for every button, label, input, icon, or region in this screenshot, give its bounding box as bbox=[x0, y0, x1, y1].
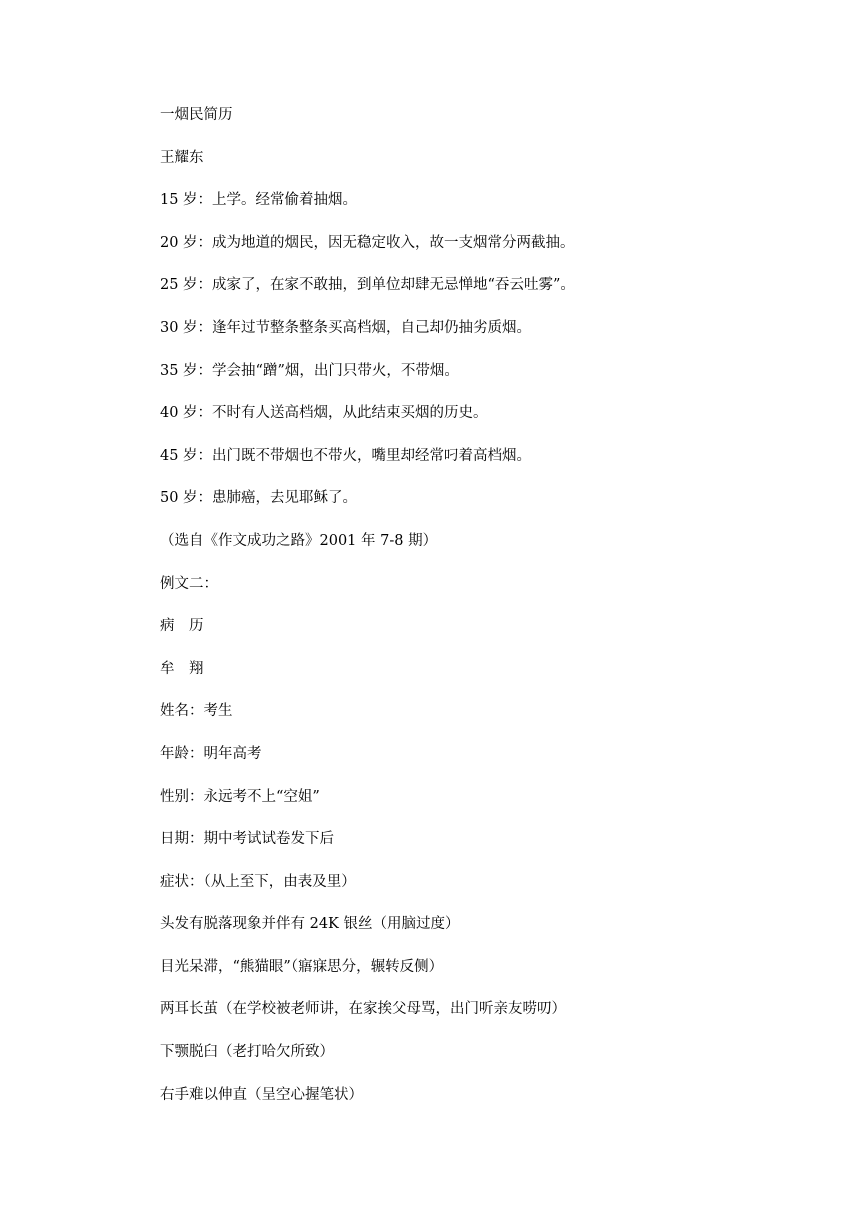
source-citation: （选自《作文成功之路》2001 年 7-8 期） bbox=[160, 532, 438, 549]
timeline-entry-35: 35 岁：学会抽“蹭”烟，出门只带火，不带烟。 bbox=[160, 362, 459, 379]
timeline-entry-20: 20 岁：成为地道的烟民，因无稳定收入，故一支烟常分两截抽。 bbox=[160, 234, 575, 251]
essay-title-2: 病 历 bbox=[160, 618, 204, 635]
author-name: 王耀东 bbox=[160, 149, 204, 166]
record-name: 姓名：考生 bbox=[160, 703, 233, 720]
essay-title: 一烟民简历 bbox=[160, 107, 233, 123]
symptom-ears: 两耳长茧（在学校被老师讲，在家挨父母骂，出门听亲友唠叨） bbox=[160, 1001, 566, 1018]
author-name-2: 牟 翔 bbox=[160, 660, 204, 677]
timeline-entry-25: 25 岁：成家了，在家不敢抽，到单位却肆无忌惮地“吞云吐雾”。 bbox=[160, 277, 575, 294]
record-gender: 性别：永远考不上“空姐” bbox=[160, 788, 320, 805]
record-age: 年龄：明年高考 bbox=[160, 745, 262, 762]
example-heading: 例文二： bbox=[160, 575, 218, 592]
timeline-entry-50: 50 岁：患肺癌，去见耶稣了。 bbox=[160, 490, 358, 507]
timeline-entry-40: 40 岁：不时有人送高档烟，从此结束买烟的历史。 bbox=[160, 405, 488, 422]
timeline-entry-45: 45 岁：出门既不带烟也不带火，嘴里却经常叼着高档烟。 bbox=[160, 447, 532, 464]
symptom-eyes: 目光呆滞，“熊猫眼”（寤寐思分，辗转反侧） bbox=[160, 958, 444, 975]
document-body bbox=[160, 102, 800, 1124]
record-date: 日期：期中考试试卷发下后 bbox=[160, 831, 334, 848]
symptom-hair: 头发有脱落现象并伴有 24K 银丝（用脑过度） bbox=[160, 916, 460, 933]
record-symptoms: 症状：（从上至下，由表及里） bbox=[160, 873, 356, 890]
timeline-entry-30: 30 岁：逢年过节整条整条买高档烟，自己却仍抽劣质烟。 bbox=[160, 319, 532, 336]
symptom-hand: 右手难以伸直（呈空心握笔状） bbox=[160, 1086, 363, 1103]
symptom-jaw: 下颚脱臼（老打哈欠所致） bbox=[160, 1044, 334, 1061]
timeline-entry-15: 15 岁：上学。经常偷着抽烟。 bbox=[160, 192, 358, 209]
